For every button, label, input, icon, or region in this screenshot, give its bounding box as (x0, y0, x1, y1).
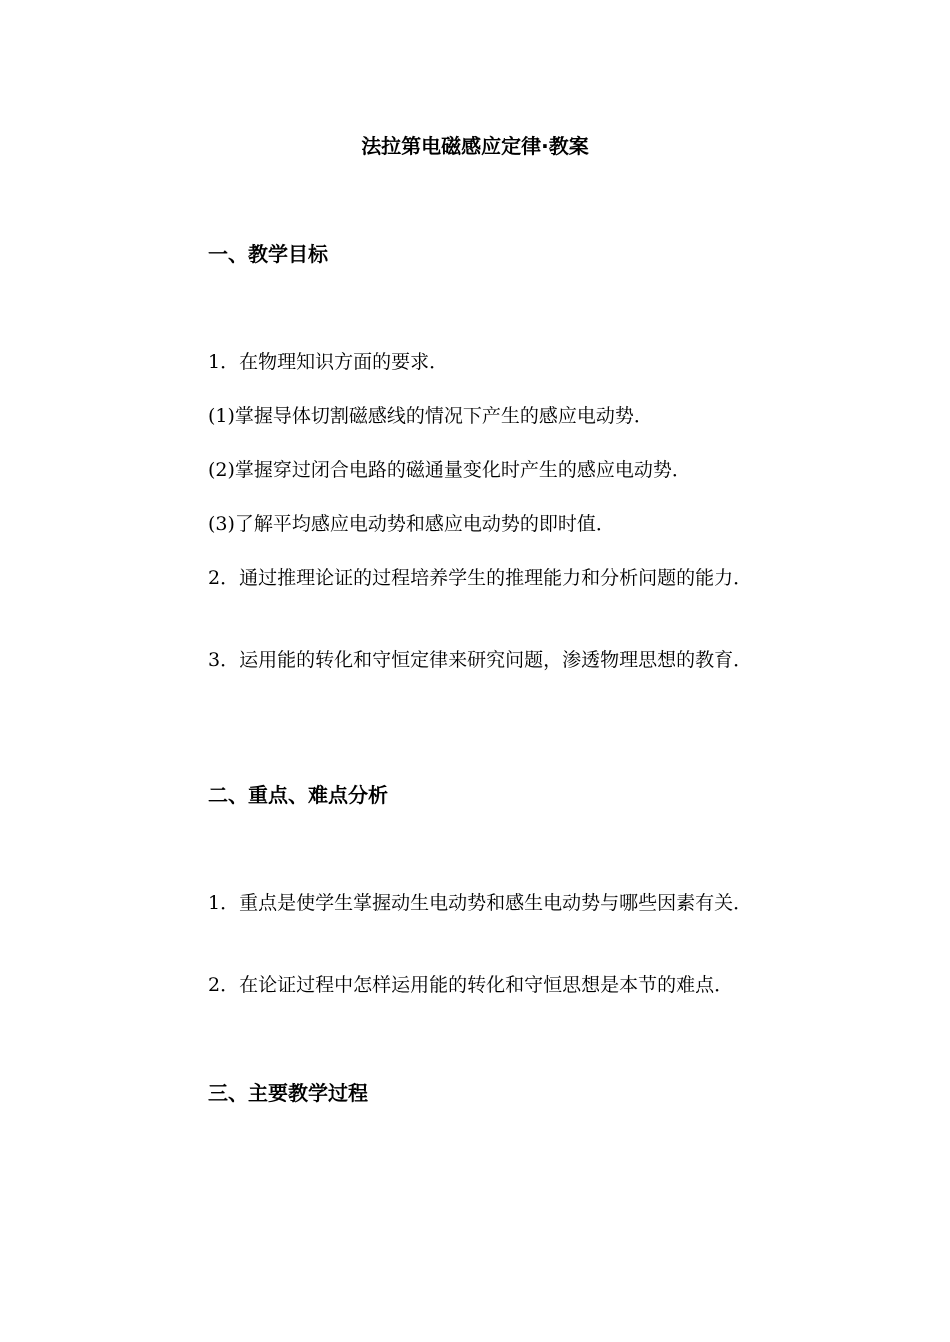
key-point-item-2: 2．在论证过程中怎样运用能的转化和守恒思想是本节的难点． (208, 974, 734, 996)
section-heading-objectives: 一、教学目标 (208, 242, 328, 266)
objective-subitem-2: (2)掌握穿过闭合电路的磁通量变化时产生的感应电动势． (208, 459, 691, 481)
objective-item-2: 2．通过推理论证的过程培养学生的推理能力和分析问题的能力． (208, 567, 753, 589)
objective-item-1: 1．在物理知识方面的要求． (208, 351, 449, 373)
section-heading-process: 三、主要教学过程 (208, 1081, 368, 1105)
section-heading-key-points: 二、重点、难点分析 (208, 783, 388, 807)
objective-subitem-1: (1)掌握导体切割磁感线的情况下产生的感应电动势． (208, 405, 653, 427)
document-title: 法拉第电磁感应定律·教案 (361, 134, 589, 158)
objective-subitem-3: (3)了解平均感应电动势和感应电动势的即时值． (208, 513, 615, 535)
key-point-item-1: 1．重点是使学生掌握动生电动势和感生电动势与哪些因素有关． (208, 892, 753, 914)
objective-item-3: 3．运用能的转化和守恒定律来研究问题，渗透物理思想的教育． (208, 649, 753, 671)
